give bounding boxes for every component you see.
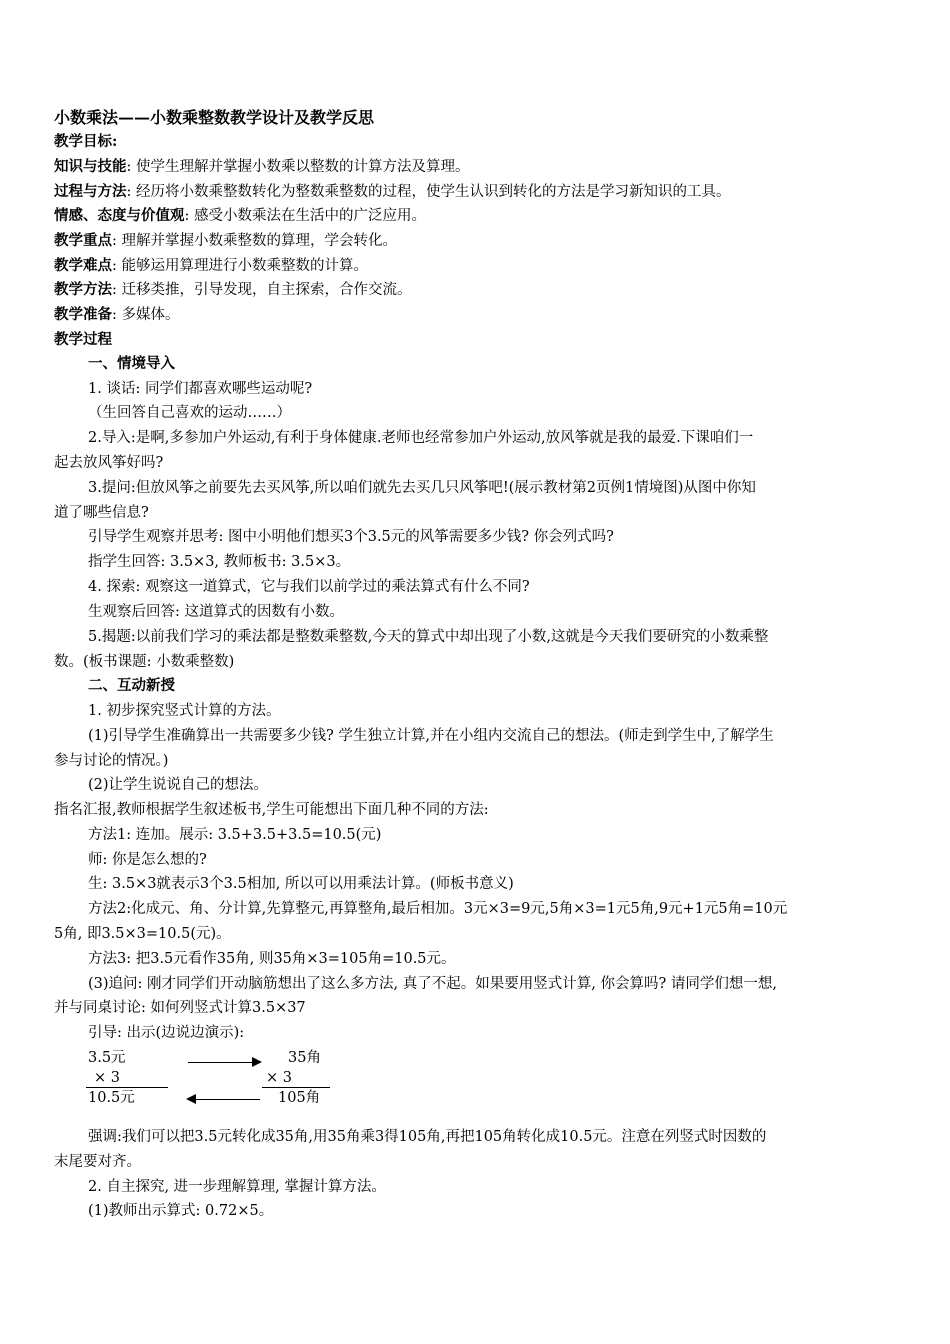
goal-label: 教学重点: [54, 232, 112, 249]
paragraph-line: 引导: 出示(边说边演示):: [88, 1025, 245, 1041]
paragraph-line: 方法3: 把3.5元看作35角, 则35角×3=105角=10.5元。: [88, 951, 456, 967]
paragraph-line: 方法2:化成元、角、分计算,先算整元,再算整角,最后相加。3元×3=9元,5角×3=1元5角,9元+1元5角=10元: [88, 901, 788, 917]
paragraph-line: 4. 探索: 观察这一道算式，它与我们以前学过的乘法算式有什么不同?: [88, 579, 530, 595]
paragraph-line: 5.揭题:以前我们学习的乘法都是整数乘整数,今天的算式中却出现了小数,这就是今天我们要研究的小数乘整: [88, 629, 769, 645]
goal-line: [54, 280, 412, 300]
right-arrow-icon: [188, 1062, 260, 1063]
paragraph-line: (3)追问: 刚才同学们开动脑筋想出了这么多方法, 真了不起。如果要用竖式计算, 你会算吗? 请同学们想一想,: [88, 976, 777, 992]
goal-line: [54, 231, 397, 251]
left-arrow-icon: [188, 1099, 260, 1100]
calc-right-top: 35角: [288, 1050, 321, 1066]
paragraph-line: 指名汇报,教师根据学生叙述板书,学生可能想出下面几种不同的方法:: [54, 802, 489, 818]
paragraph-line: 师: 你是怎么想的?: [88, 852, 207, 868]
paragraph-line: (1)教师出示算式: 0.72×5。: [88, 1203, 274, 1219]
paragraph-line: 末尾要对齐。: [54, 1154, 141, 1170]
paragraph-line: 并与同桌讨论: 如何列竖式计算3.5×37: [54, 1000, 306, 1016]
goals-heading: 教学目标:: [54, 133, 118, 150]
goal-text: : 使学生理解并掌握小数乘以整数的计算方法及算理。: [126, 159, 470, 175]
section-heading: 一、情境导入: [88, 355, 175, 372]
paragraph-line: 1. 谈话: 同学们都喜欢哪些运动呢?: [88, 381, 313, 397]
paragraph-line: （生回答自己喜欢的运动……）: [88, 405, 291, 421]
paragraph-line: 道了哪些信息?: [54, 505, 149, 521]
section-heading: 二、互动新授: [88, 677, 175, 694]
goal-text: : 理解并掌握小数乘整数的算理，学会转化。: [112, 233, 397, 249]
paragraph-line: 5角, 即3.5×3=10.5(元)。: [54, 926, 231, 942]
calc-right-result: 105角: [278, 1090, 321, 1106]
paragraph-line: 方法1: 连加。展示: 3.5+3.5+3.5=10.5(元): [88, 827, 382, 843]
paragraph-line: 参与讨论的情况。): [54, 753, 169, 769]
goal-text: : 迁移类推，引导发现，自主探索，合作交流。: [112, 282, 412, 298]
paragraph-line: (2)让学生说说自己的想法。: [88, 777, 269, 793]
goal-line: [54, 157, 470, 177]
goal-text: : 能够运用算理进行小数乘整数的计算。: [112, 258, 368, 274]
calc-left-result: 10.5元: [88, 1090, 135, 1106]
paragraph-line: 强调:我们可以把3.5元转化成35角,用35角乘3得105角,再把105角转化成10.5元。注意在列竖式时因数的: [88, 1129, 767, 1145]
paragraph-line: 2.导入:是啊,多参加户外运动,有利于身体健康.老师也经常参加户外运动,放风筝就是我的最爱.下课咱们一: [88, 430, 754, 446]
calc-left-top: 3.5元: [88, 1050, 126, 1066]
process-heading: 教学过程: [54, 331, 112, 348]
calc-left-multiplier: × 3: [94, 1070, 120, 1086]
goal-label: 教学难点: [54, 257, 112, 274]
paragraph-line: 起去放风筝好吗?: [54, 455, 164, 471]
goal-line: [54, 305, 180, 325]
goal-line: [54, 256, 368, 276]
goal-text: : 经历将小数乘整数转化为整数乘整数的过程，使学生认识到转化的方法是学习新知识的工具。: [126, 184, 731, 200]
paragraph-line: 生: 3.5×3就表示3个3.5相加, 所以可以用乘法计算。(师板书意义): [88, 876, 514, 892]
paragraph-line: 2. 自主探究, 进一步理解算理, 掌握计算方法。: [88, 1179, 386, 1195]
paragraph-line: (1)引导学生准确算出一共需要多少钱? 学生独立计算,并在小组内交流自己的想法。(师走到学生中,了解学生: [88, 728, 774, 744]
goal-text: : 多媒体。: [112, 307, 180, 323]
calc-right-multiplier: × 3: [266, 1070, 292, 1086]
goal-label: 知识与技能: [54, 158, 127, 175]
goal-text: : 感受小数乘法在生活中的广泛应用。: [184, 208, 426, 224]
paragraph-line: 生观察后回答: 这道算式的因数有小数。: [88, 604, 344, 620]
goal-line: [54, 182, 731, 202]
paragraph-line: 指学生回答: 3.5×3, 教师板书: 3.5×3。: [88, 554, 351, 570]
paragraph-line: 3.提问:但放风筝之前要先去买风筝,所以咱们就先去买几只风筝吧!(展示教材第2页例1情境图)从图中你知: [88, 480, 756, 496]
goal-label: 教学方法: [54, 281, 112, 298]
goal-line: [54, 206, 426, 226]
paragraph-line: 1. 初步探究竖式计算的方法。: [88, 703, 281, 719]
goal-label: 教学准备: [54, 306, 112, 323]
paragraph-line: 数。(板书课题: 小数乘整数): [54, 654, 235, 670]
document-title: 小数乘法——小数乘整数教学设计及教学反思: [54, 108, 375, 127]
goal-label: 过程与方法: [54, 183, 127, 200]
paragraph-line: 引导学生观察并思考: 图中小明他们想买3个3.5元的风筝需要多少钱? 你会列式吗?: [88, 529, 614, 545]
goal-label: 情感、态度与价值观: [54, 207, 185, 224]
